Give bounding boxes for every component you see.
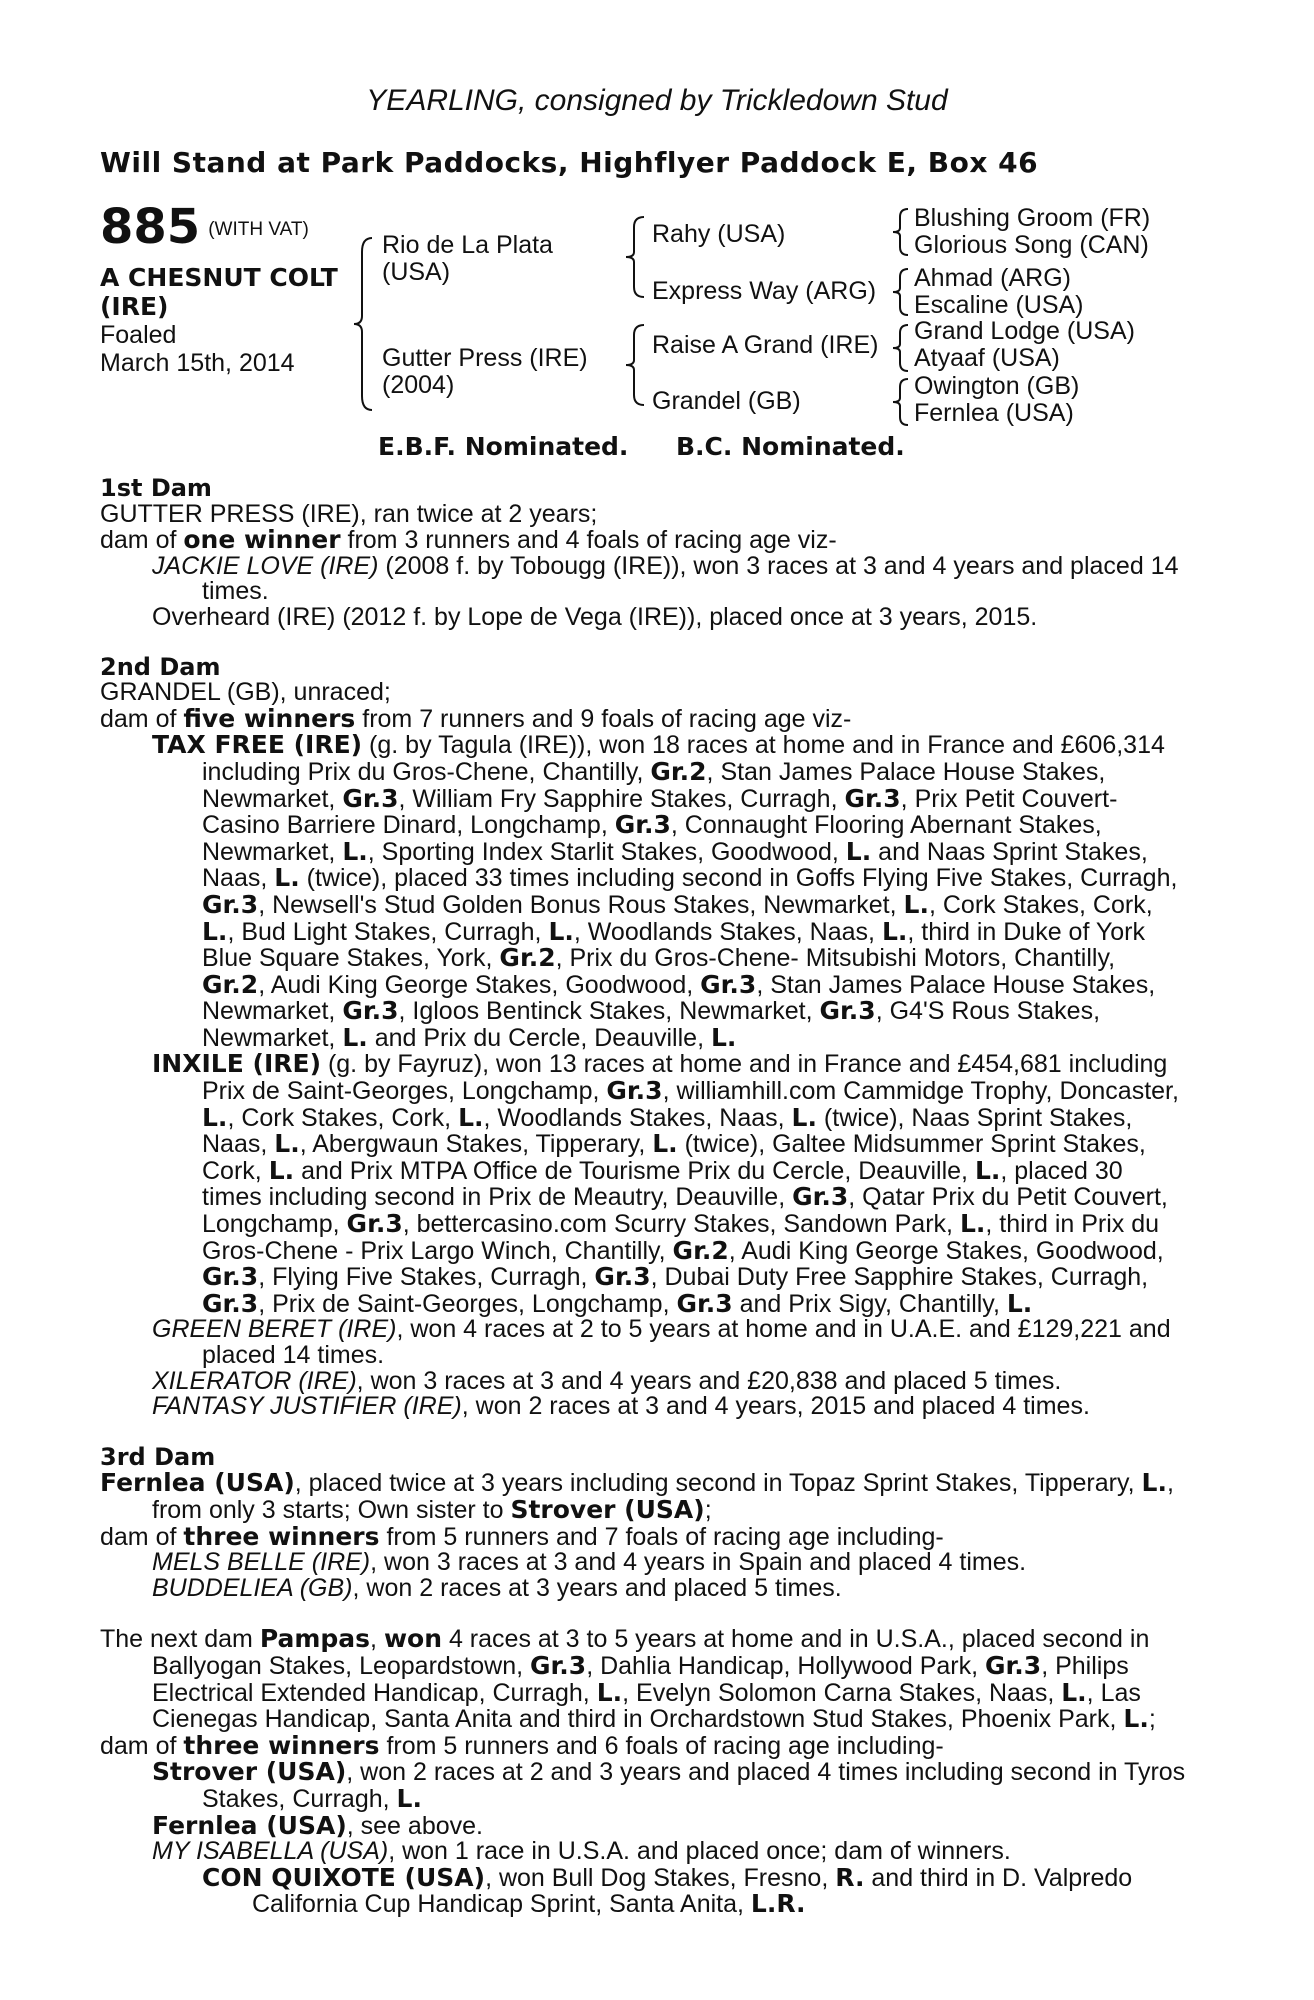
dam-dam: Grandel (GB) <box>652 387 801 415</box>
produce-xilerator: XILERATOR (IRE), won 3 races at 3 and 4 years and £20,838 and placed 5 times. <box>152 1366 1062 1395</box>
produce-my-isabella: MY ISABELLA (USA), won 1 race in U.S.A. and placed once; dam of winners. <box>152 1837 1011 1866</box>
produce-jackie-love: JACKIE LOVE (IRE) (2008 f. by Tobougg (IRE)), won 3 races at 3 and 4 years and placed 14 <box>152 551 1179 580</box>
sire: Rio de La Plata (USA) <box>382 231 553 286</box>
dd-brace <box>890 376 912 428</box>
first-dam-produce: dam of one winner from 3 runners and 4 foals of racing age viz- <box>100 525 837 555</box>
produce-mels-belle: MELS BELLE (IRE), won 3 races at 3 and 4 years in Spain and placed 4 times. <box>152 1548 1027 1577</box>
lot-description-1: A CHESNUT COLT <box>100 263 338 292</box>
produce-buddeliea: BUDDELIEA (GB), won 2 races at 3 years and placed 5 times. <box>152 1573 842 1602</box>
dam-line-brace <box>624 322 648 408</box>
lot-number-value: 885 <box>100 199 201 255</box>
third-dam-title: 3rd Dam <box>100 1442 216 1471</box>
ebf-nominated: E.B.F. Nominated. <box>378 432 629 461</box>
foaled-label: Foaled <box>100 321 177 349</box>
lot-number <box>100 199 360 255</box>
vat-note: (WITH VAT) <box>208 219 309 240</box>
dam: Gutter Press (IRE) (2004) <box>382 344 588 399</box>
dss: Grand Lodge (USA) <box>914 317 1135 345</box>
produce-green-beret: GREEN BERET (IRE), won 4 races at 2 to 5 years at home and in U.A.E. and £129,221 and <box>152 1315 1171 1344</box>
produce-fantasy-justifier: FANTASY JUSTIFIER (IRE), won 2 races at 3 and 4 years, 2015 and placed 4 times. <box>152 1392 1090 1421</box>
produce-inxile: INXILE (IRE) (g. by Fayruz), won 13 races at home and in France and £454,681 including Prix de Saint-Georges, Longchamp, Gr.3, williamhill.com Cammidge Trophy, Doncaster, L., Cork Stakes, Cork, L., Woodlands Stakes, Naas, L. (twice), Naas Sprint Stakes, Naas, L., Abergwaun Stakes, Tipperary, L. (twice), Galtee Midsummer Sprint Stakes, Cork, L. and Prix MTPA Office de Tourisme Prix du Cercle, Deauville, L., placed 30 times including second in Prix de Meautry, Deauville, Gr.3, Qatar Prix du Petit Couvert, Longchamp, Gr.3, bettercasino.com Scurry Stakes, Sandown Park, L., third in Prix du Gros-Chene - Prix Largo Winch, Chantilly, Gr.2, Audi King George Stakes, Goodwood, Gr.3, Flying Five Stakes, Curragh, Gr.3, Dubai Duty Free Sapphire Stakes, Curragh, Gr.3, Prix de Saint-Georges, Longchamp, Gr.3 and Prix Sigy, Chantilly, L. <box>152 1049 1179 1318</box>
ss-brace <box>890 206 912 258</box>
sds: Ahmad (ARG) <box>914 264 1071 292</box>
sd-brace <box>890 266 912 318</box>
produce-overheard: Overheard (IRE) (2012 f. by Lope de Vega (IRE)), placed once at 3 years, 2015. <box>152 602 1038 631</box>
dsd: Atyaaf (USA) <box>914 344 1060 372</box>
sdd: Escaline (USA) <box>914 291 1084 319</box>
sss: Blushing Groom (FR) <box>914 204 1151 232</box>
produce-fernlea: Fernlea (USA), see above. <box>152 1810 483 1840</box>
sire-sire: Rahy (USA) <box>652 220 786 248</box>
sire-line-brace <box>624 214 648 300</box>
next-dam-section: The next dam Pampas, won 4 races at 3 to 5 years at home and in U.S.A., placed second in Ballyogan Stakes, Leopardstown, Gr.3, Dahlia Handicap, Hollywood Park, Gr.3, Philips Electrical Extended Handicap, Curragh, L., Evelyn Solomon Carna Stakes, Naas, L., Las Cienegas Handicap, Santa Anita and third in Orchardstown Stud Stakes, Phoenix Park, L.; dam of three winners from 5 runners and 6 foals of racing age including- Strover (USA), won 2 races at 2 and 3 years and placed 4 times including second in Tyros Stakes, Curragh, L. Fernlea (USA), see above. MY ISABELLA (USA), won 1 race in U.S.A. and placed once; dam of winners. CON QUIXOTE (USA), won Bull Dog Stakes, Fresno, R. and third in D. Valpredo California Cup Handicap Sprint, Santa Anita, L.R. <box>100 1626 1208 1918</box>
first-dam-title: 1st Dam <box>100 474 212 502</box>
page-heading: YEARLING, consigned by Trickledown Stud <box>366 84 948 117</box>
dam-sire: Raise A Grand (IRE) <box>652 331 879 359</box>
stand-location: Will Stand at Park Paddocks, Highflyer Paddock E, Box 46 <box>100 146 1039 179</box>
ds-brace <box>890 322 912 374</box>
produce-con-quixote: CON QUIXOTE (USA), won Bull Dog Stakes, Fresno, R. and third in D. Valpredo <box>202 1862 1133 1892</box>
first-dam-line: GUTTER PRESS (IRE), ran twice at 2 years; <box>100 499 598 528</box>
ssd: Glorious Song (CAN) <box>914 231 1149 259</box>
ddd: Fernlea (USA) <box>914 399 1074 427</box>
foaled-date: March 15th, 2014 <box>100 349 295 377</box>
catalogue-body: 1st Dam GUTTER PRESS (IRE), ran twice at 2 years; dam of one winner from 3 runners and 4 foals of racing age viz- JACKIE LOVE (IRE) (2008 f. by Tobougg (IRE)), won 3 races at 3 and 4 years and placed 14 times. Overheard (IRE) (2012 f. by Lope de Vega (IRE)), placed once at 3 years, 2015. 2nd Dam GRANDEL (GB), unraced; dam of five winners from 7 runners and 9 foals of racing age viz- TAX FREE (IRE) (g. by Tagula (IRE)), won 18 races at home and in France and £606,314 including Prix du Gros-Chene, Chantilly, Gr.2, Stan James Palace House Stakes, Newmarket, Gr.3, William Fry Sapphire Stakes, Curragh, Gr.3, Prix Petit Couvert- Casino Barriere Dinard, Longchamp, Gr.3, Connaught Flooring Abernant Stakes, Newmarket, L., Sporting Index Starlit Stakes, Goodwood, L. and Naas Sprint Stakes, Naas, L. (twice), placed 33 times including second in Goffs Flying Five Stakes, Curragh, Gr.3, Newsell's Stud Golden Bonus Rous Stakes, Newmarket, L., Cork Stakes, Cork, L., Bud Light Stakes, Curragh, L., Woodlands Stakes, Naas, L., third in Duke of York Blue Square Stakes, York, Gr.2, Prix du Gros-Chene- Mitsubishi Motors, Chantilly, Gr.2, Audi King George Stakes, Goodwood, Gr.3, Stan James Palace House Stakes, Newmarket, Gr.3, Igloos Bentinck Stakes, Newmarket, Gr.3, G4'S Rous Stakes, Newmarket, L. and Prix du Cercle, Deauville, L. INXILE (IRE) (g. by Fayruz), won 13 races at home and in France and £454,681 including Prix de Saint-Georges, Longchamp, Gr.3, williamhill.com Cammidge Trophy, Doncaster, L., Cork Stakes, Cork, L., Woodlands Stakes, Naas, L. (twice), Naas Sprint Stakes, Naas, L., Abergwaun Stakes, Tipperary, L. (twice), Galtee Midsummer Sprint Stakes, Cork, L. and Prix MTPA Office de Tourisme Prix du Cercle, Deauville, L., placed 30 times including second in Prix de Meautry, Deauville, Gr.3, Qatar Prix du Petit Couvert, Longchamp, Gr.3, bettercasino.com Scurry Stakes, Sandown Park, L., third in Prix du Gros-Chene - Prix Largo Winch, Chantilly, Gr.2, Audi King George Stakes, Goodwood, Gr.3, Flying Five Stakes, Curragh, Gr.3, Dubai Duty Free Sapphire Stakes, Curragh, Gr.3, Prix de Saint-Georges, Longchamp, Gr.3 and Prix Sigy, Chantilly, L. GREEN BERET (IRE), won 4 races at 2 to 5 years at home and in U.A.E. and £129,221 and placed 14 times. XILERATOR (IRE), won 3 races at 3 and 4 years and £20,838 and placed 5 times. FANTASY JUSTIFIER (IRE), won 2 races at 3 and 4 years, 2015 and placed 4 times. 3rd Dam Fernlea (USA), placed twice at 3 years including second in Topaz Sprint Stakes, Tipperary, L., from only 3 starts; Own sister to Strover (USA); dam of three winners from 5 runners and 7 foals of racing age including- MELS BELLE (IRE), won 3 races at 3 and 4 years in Spain and placed 4 times. BUDDELIEA (GB), won 2 races at 3 years and placed 5 times. The next dam Pampas, won 4 races at 3 to 5 years at home and in U.S.A., placed second in Ballyogan Stakes, Leopardstown, Gr.3, Dahlia Handicap, Hollywood Park, Gr.3, Philips Electrical Extended Handicap, Curragh, L., Evelyn Solomon Carna Stakes, Naas, L., Las Cienegas Handicap, Santa Anita and third in Orchardstown Stud Stakes, Phoenix Park, L.; dam of three winners from 5 runners and 6 foals of racing age including- Strover (USA), won 2 races at 2 and 3 years and placed 4 times including second in Tyros Stakes, Curragh, L. Fernlea (USA), see above. MY ISABELLA (USA), won 1 race in U.S.A. and placed once; dam of winners. CON QUIXOTE (USA), won Bull Dog Stakes, Fresno, R. and third in D. Valpredo California Cup Handicap Sprint, Santa Anita, L.R. <box>100 476 1208 1918</box>
lot-description-2: (IRE) <box>100 292 169 321</box>
sire-dam: Express Way (ARG) <box>652 277 877 305</box>
lot-block <box>100 199 360 377</box>
produce-tax-free: TAX FREE (IRE) (g. by Tagula (IRE)), won 18 races at home and in France and £606,314 including Prix du Gros-Chene, Chantilly, Gr.2, Stan James Palace House Stakes, Newmarket, Gr.3, William Fry Sapphire Stakes, Curragh, Gr.3, Prix Petit Couvert- Casino Barriere Dinard, Longchamp, Gr.3, Connaught Flooring Abernant Stakes, Newmarket, L., Sporting Index Starlit Stakes, Goodwood, L. and Naas Sprint Stakes, Naas, L. (twice), placed 33 times including second in Goffs Flying Five Stakes, Curragh, Gr.3, Newsell's Stud Golden Bonus Rous Stakes, Newmarket, L., Cork Stakes, Cork, L., Bud Light Stakes, Curragh, L., Woodlands Stakes, Naas, L., third in Duke of York Blue Square Stakes, York, Gr.2, Prix du Gros-Chene- Mitsubishi Motors, Chantilly, Gr.2, Audi King George Stakes, Goodwood, Gr.3, Stan James Palace House Stakes, Newmarket, Gr.3, Igloos Bentinck Stakes, Newmarket, Gr.3, G4'S Rous Stakes, Newmarket, L. and Prix du Cercle, Deauville, L. <box>152 730 1178 1052</box>
produce-strover: Strover (USA), won 2 races at 2 and 3 years and placed 4 times including second in Tyros <box>152 1757 1186 1787</box>
bc-nominated: B.C. Nominated. <box>676 432 905 461</box>
second-dam-title: 2nd Dam <box>100 652 221 681</box>
dds: Owington (GB) <box>914 372 1080 400</box>
sire-dam-brace <box>352 234 376 414</box>
